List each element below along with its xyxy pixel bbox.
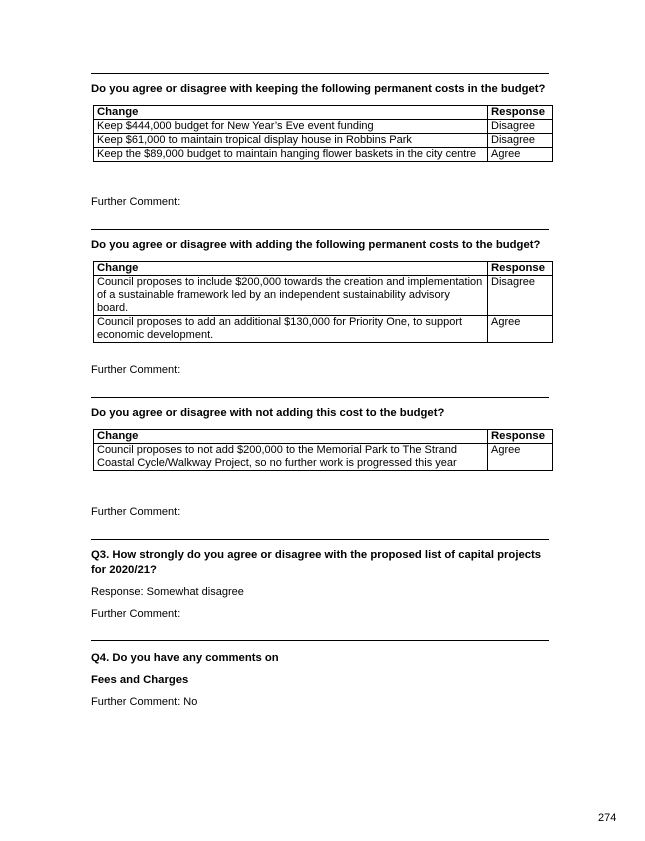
section1-question: Do you agree or disagree with keeping the following permanent costs in the budget? [91,83,546,95]
header-response: Response [488,262,553,276]
section3-table [93,429,553,471]
divider [91,229,549,230]
change-cell: Keep $444,000 budget for New Year’s Eve event funding [94,120,488,134]
change-cell: Keep $61,000 to maintain tropical display house in Robbins Park [94,134,488,148]
header-change: Change [94,430,488,444]
section1-table [93,105,553,162]
table-row [94,134,553,148]
table-row [94,316,553,343]
response-cell: Agree [488,444,553,471]
header-response: Response [488,106,553,120]
table-header-row [94,262,553,276]
response-cell: Disagree [488,120,553,134]
q3-question: Q3. How strongly do you agree or disagree with the proposed list of capital projects for 2020/21? [91,549,542,576]
further-comment: Further Comment: [91,196,181,208]
table-header-row [94,106,553,120]
section2-table [93,261,553,343]
page-number: 274 [598,812,617,824]
response-cell: Agree [488,148,553,162]
divider [91,397,549,398]
divider [91,539,549,540]
q4-subheading: Fees and Charges [91,674,189,686]
header-response: Response [488,430,553,444]
response-cell: Disagree [488,276,553,316]
response-cell: Disagree [488,134,553,148]
q4-question: Q4. Do you have any comments on [91,652,279,664]
further-comment: Further Comment: No [91,696,198,708]
section2-question: Do you agree or disagree with adding the following permanent costs to the budget? [91,239,541,251]
divider [91,73,549,74]
change-cell: Council proposes to include $200,000 towards the creation and implementation of a sustainable framework led by an independent sustainability advisory board. [94,276,488,316]
change-cell: Council proposes to not add $200,000 to the Memorial Park to The Strand Coastal Cycle/Walkway Project, so no further work is progressed this year [94,444,488,471]
q3-response: Response: Somewhat disagree [91,586,244,598]
table-row [94,276,553,316]
section3-question: Do you agree or disagree with not adding this cost to the budget? [91,407,445,419]
table-row [94,120,553,134]
further-comment: Further Comment: [91,364,181,376]
table-row [94,148,553,162]
further-comment: Further Comment: [91,608,181,620]
table-row [94,444,553,471]
header-change: Change [94,262,488,276]
header-change: Change [94,106,488,120]
change-cell: Council proposes to add an additional $130,000 for Priority One, to support economic development. [94,316,488,343]
response-cell: Agree [488,316,553,343]
further-comment: Further Comment: [91,506,181,518]
table-header-row [94,430,553,444]
change-cell: Keep the $89,000 budget to maintain hanging flower baskets in the city centre [94,148,488,162]
divider [91,640,549,641]
